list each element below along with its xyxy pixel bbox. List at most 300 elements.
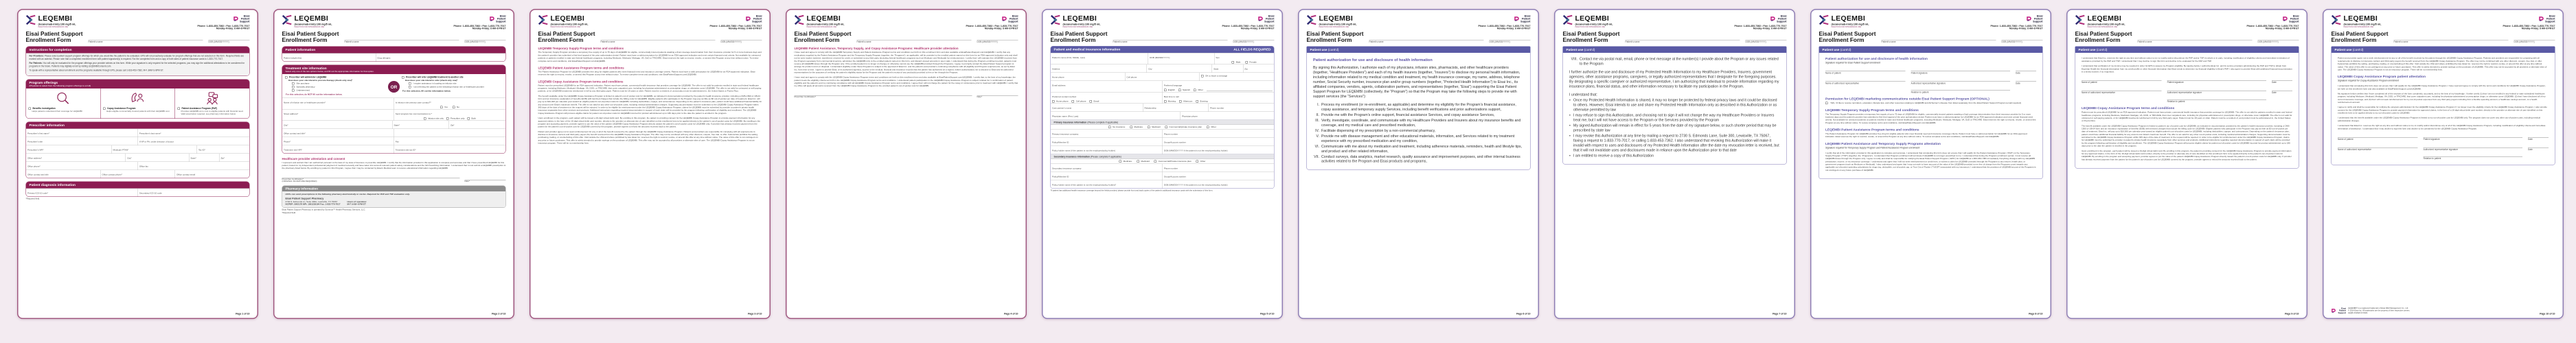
patient-name-field[interactable] bbox=[2137, 40, 2252, 44]
field[interactable]: Treatment site NPI* bbox=[284, 148, 302, 152]
field[interactable]: DOB (MM/DD/YYYY) bbox=[1148, 54, 1214, 64]
field[interactable]: Primary insurance company bbox=[1052, 133, 1079, 136]
field: Best time to call Morning Afternoon Evening bbox=[1162, 93, 1274, 104]
hcp-programs-attestation-p1: I have read and agree to comply with the LEQEMBI Temporary Supply and Patient Assistance Program terms and conditions set forth on this enrollment form and also available at EisaiPatientSupport.com/LEQEMBI. I certify that any medications supplied by the Patient Assistance Program and the Temporary Supply Program (together, the “Programs”), as applicable, will be provided to the enrolled patient named on this form for an FDA-approved indication only and shall not be sold, traded, bartered, transferred, returned for credit, or submitted to any third party (including federal healthcare programs such as Medicare and Medicaid) for reimbursement. I certify that I will maintain free LEQEMBI received from the Program separately from commercial inventory, administer the LEQEMBI only to the enrolled patient named on this form, and discard unused amounts in open vials. I understand that during the Program enrollment period, patients must receive all LEQEMBI doses through the Program only. If the enrolled patient is no longer on therapy or otherwise cannot use the LEQEMBI provided through the Programs, I agree to promptly contact the Eisai Patient Support program to arrange for product return or disposal. I understand eligibility under these Programs is subject to the approval of Eisai Inc. and the patient’s and provider’s continuing compliance with all eligibility and Program requirements, as set by Eisai Inc. from time to time. I agree to provide Eisai, or its authorized agent(s), access to the medical, financial and insurance records that this patient has authorized (in a signed, written authorization) me to disclose to Eisai and its authorized representatives for the purposes of verifying the patient’s eligibility status for the Program and the patient’s receipt of any product(s) provided to him or her through the Program. bbox=[794, 51, 1018, 74]
field[interactable]: Treatment site tax ID* bbox=[394, 145, 505, 154]
field[interactable]: City* bbox=[284, 123, 288, 127]
dob-field[interactable] bbox=[1490, 40, 1531, 44]
dob-field[interactable] bbox=[1746, 40, 1787, 44]
understand-bullets: • Once my Protected Health Information is shared, it may no longer be protected by federal privacy laws and it could be disclosed to others. However, Eisai intends to use and share my Protected Health Information only as described in this Authorization or as otherwise permitted by law • I may refuse to sign this Authorization, and choosing not to sign it will not change the way my Healthcare Providers or Insurers treat me, but I will not have access to the Program or the Services provided by the Program • My signed Authorization will remain in effect for 5 years from the date of my signature below, or such shorter period that may be prescribed by state law • I may revoke this Authorization at any time by mailing a request to 2730 S. Edmonds Lane, Suite 300, Lewisville, TX 75067, faxing a request to 1-833-770-7017, or calling 1-833-453-7362. I also understand that revoking this Authorization will make it invalid with respect to uses and disclosures of my Protected Health Information after the date my revocation letter is received, but that it will not invalidate uses and disclosures made in reliance upon the Authorization prior to that date • I am entitled to receive a copy of this Authorization bbox=[1569, 98, 1779, 158]
checkbox[interactable] bbox=[1201, 75, 1204, 78]
patient-name-label: Patient’s name bbox=[88, 40, 103, 44]
patient-signature-field[interactable]: Patient signature bbox=[2167, 81, 2184, 84]
eps-line-1: Eisai bbox=[2549, 14, 2555, 18]
eisai-patient-support-logo bbox=[233, 15, 250, 23]
field[interactable]: Phone number bbox=[1162, 130, 1274, 138]
checkbox[interactable] bbox=[453, 106, 455, 108]
field[interactable]: Office contact email bbox=[175, 170, 250, 178]
patient-name-field[interactable] bbox=[600, 40, 715, 44]
field[interactable]: Prescriber’s last name* bbox=[137, 129, 249, 137]
checkbox[interactable] bbox=[1164, 89, 1167, 92]
field[interactable]: Physician phone bbox=[1181, 112, 1274, 120]
eisai-patient-support-logo bbox=[1002, 15, 1018, 23]
rep-signature-field[interactable]: Authorized representative signature bbox=[2167, 91, 2202, 95]
copay-terms-p4: Patient and provider agree not to seek reimbursement for any or all of the benefit received by the patient through the LEQEMBI Copay Assistance Program. Patients and providers are responsible for complying with all requirements to disclose to insurance carriers and third-party payers the benefit received from the LEQEMBI Copay Assistance Program. The offer may not be combined with any other discount, coupon, free trial, or offer. Federal law prohibits the selling, purchasing, trading, or counterfeiting of this offer. Void outside the USA and where prohibited by law. Eisai Inc. reserves the right to rescind, revoke, or amend this offer at any time without notice. The value of this offer is not contingent on any prior or future purchases. This offer is solely intended to provide savings on the purchase of LEQEMBI. This offer may not be accepted by all providers or alternate sites of care. The LEQEMBI Copay Assistance Program is not an insurance program. There will be no membership fees. bbox=[2338, 57, 2547, 71]
field[interactable]: State* bbox=[189, 154, 219, 162]
patient-name-label: Patient’s name bbox=[856, 40, 871, 44]
checkbox[interactable] bbox=[446, 117, 449, 120]
eps-line-1: Eisai bbox=[2292, 14, 2299, 18]
brand-note: INJECTION FOR INTRAVENOUS USE bbox=[1062, 26, 1093, 28]
field[interactable]: Address bbox=[1052, 68, 1060, 71]
eps-line-3: Support bbox=[1264, 19, 1275, 23]
field[interactable]: State bbox=[1212, 64, 1243, 73]
brand-name: LEQEMBI bbox=[38, 14, 73, 23]
eps-line-1: Eisai bbox=[1524, 14, 1531, 18]
dob-label: DOB (MM/DD/YYYY) bbox=[2257, 40, 2279, 44]
form-title: Eisai Patient Support Enrollment Form bbox=[1050, 30, 1108, 43]
section-title: Patient diagnosis information bbox=[26, 182, 249, 189]
date-field[interactable]: Date bbox=[2272, 91, 2277, 95]
form-page-1 bbox=[17, 9, 258, 319]
field[interactable]: Phone* bbox=[284, 140, 291, 143]
dob-label: DOB (MM/DD/YYYY) bbox=[1233, 40, 1254, 44]
pap-terms-body: The Patient Assistance Program for LEQEMBI provides free drug for eligible patients who meet financial need and insurance coverage criteria. Patient must have a valid prescription for LEQEMBI for an FDA-approved indication. Eisai reserves the right to rescind, revoke, or amend this Program at any time without notice. To review complete terms and conditions, visit EisaiPatientSupport.com/LEQEMBI. bbox=[538, 70, 755, 76]
field[interactable]: Zip* bbox=[449, 121, 506, 129]
option: I am referring the patient to the following infusion site or healthcare provider bbox=[413, 86, 484, 88]
patient-name-sign-field[interactable]: Name of patient bbox=[1825, 72, 1841, 75]
rep-signature-field[interactable]: Authorized representative signature bbox=[1911, 82, 1946, 85]
phone-fax-line: Phone: 1-833-453-7382 • Fax: 1-833-770-7017 bbox=[709, 24, 762, 27]
field[interactable]: City* bbox=[126, 154, 189, 162]
copay-terms-title: LEQEMBI Copay Assistance Program terms and conditions bbox=[538, 80, 624, 84]
eps-p-icon bbox=[2332, 309, 2336, 314]
rep-signature-field[interactable]: Authorized representative signature bbox=[2423, 148, 2459, 151]
checkbox[interactable] bbox=[1165, 126, 1167, 129]
leqembi-chevron-icon bbox=[1307, 15, 1317, 25]
page-number: Page 6 of 10 bbox=[1516, 313, 1531, 316]
hours-line: Monday–Friday: 8 AM–8 PM ET bbox=[216, 27, 250, 30]
dob-field[interactable] bbox=[209, 40, 250, 44]
date-field[interactable]: Date bbox=[2272, 81, 2277, 84]
brand-name: LEQEMBI bbox=[1319, 14, 1354, 23]
or-badge: OR bbox=[388, 81, 400, 93]
field[interactable]: Group/Account number bbox=[1162, 138, 1274, 146]
brand-generic-name: (lecanemab-irmb) 100 mg/5 mL bbox=[38, 23, 76, 26]
authorization-title: Patient authorization for use and disclosure of health information bbox=[1825, 57, 1928, 61]
offering-label: Patient Assistance Program (PAP) bbox=[181, 107, 218, 110]
brand-generic-name: (lecanemab-irmb) 100 mg/5 mL bbox=[550, 23, 589, 26]
form-title: Eisai Patient Support Enrollment Form bbox=[538, 30, 595, 43]
required-field-note: *Required field. bbox=[25, 198, 41, 200]
offering-pap bbox=[175, 88, 250, 118]
field[interactable]: Patient’s name (First, Middle, Last) bbox=[1052, 56, 1085, 60]
patient-name-label: Patient’s name bbox=[600, 40, 615, 44]
field[interactable]: Office contact phone* bbox=[100, 170, 175, 178]
patient-signature-field[interactable]: Patient signature bbox=[1911, 72, 1928, 75]
checkbox[interactable] bbox=[440, 106, 443, 108]
pap-tsp-attestation-title: LEQEMBI Patient Assistance and Temporary Supply Programs attestation bbox=[1825, 141, 1941, 146]
page-header bbox=[538, 15, 762, 44]
patient-name-sign-field[interactable]: Name of patient bbox=[2338, 138, 2353, 141]
field[interactable]: Secondary insurance company bbox=[1052, 167, 1082, 170]
option-question: How does your site intend to procure therapy (check only one)* bbox=[288, 79, 353, 82]
eps-line-3: Support bbox=[1008, 19, 1018, 23]
brand-generic-name: (lecanemab-irmb) 100 mg/5 mL bbox=[1319, 23, 1357, 26]
checkbox[interactable] bbox=[1245, 61, 1248, 64]
checkbox[interactable] bbox=[409, 82, 411, 85]
field[interactable]: Office contact and title* bbox=[284, 132, 306, 135]
checkbox[interactable] bbox=[402, 76, 404, 79]
tsp-terms-body: The Temporary Supply Program provides a temporary free supply of up to 75 days of LEQEMBI for eligible, commercially insured patients awaiting a final coverage determination from their insurance provider for 5 or more business days and the patient’s provider has submitted a first-level appeal of the prior authorization denial. Patient must have a valid prescription for LEQEMBI for an FDA-approved indication and meet certain financial need criteria. Not available for uninsured patients or patients enrolled in state and federal healthcare programs, including Medicare, Medicaid, Medigap, VA, DoD or TRICARE. Eisai reserves the right to rescind, revoke, or amend this Program at any time without notice. To review complete terms and conditions, visit EisaiPatientSupport.com/LEQEMBI. bbox=[1825, 113, 2036, 124]
phone-fax-line: Phone: 1-833-453-7382 • Fax: 1-833-770-7017 bbox=[1222, 24, 1275, 27]
hcp-programs-attestation-title: LEQEMBI Patient Assistance, Temporary Supply, and Copay Assistance Programs: Healthcare provider attestation bbox=[794, 47, 959, 51]
leqembi-logo bbox=[1051, 15, 1101, 28]
patient-use-section bbox=[1307, 47, 1531, 170]
dob-label: DOB (MM/DD/YYYY) bbox=[208, 40, 229, 44]
patient-name-field[interactable] bbox=[2393, 40, 2508, 44]
hcp-attestation-title: Healthcare provider attestation and consent bbox=[282, 156, 345, 161]
eps-line-1: Eisai bbox=[243, 14, 250, 18]
field: Sex Male Female bbox=[1214, 54, 1274, 64]
field[interactable]: Medicare PTAN* bbox=[111, 145, 197, 154]
leqembi-chevron-icon bbox=[2332, 15, 2342, 25]
form-page-9 bbox=[2066, 9, 2307, 319]
page-number: Page 3 of 10 bbox=[748, 313, 762, 316]
authorization-list: I. Process my enrollment (or re-enrollment, as applicable) and determine my eligibility for the Program’s financial assistance, copay assistance, and temporary supply Services, including benefit verifications and prior authorizations support, II. Provide me with the Program’s online support, financial assistance Services, and copay assistance Services, III. Verify, investigate, coordinate, and communicate with my Healthcare Providers and Insurers about my insurance benefits and coverage, and my medical care and prescribed medication, IV. Facilitate dispensing of my prescription by a non-commercial pharmacy, V. Provide me with disease management and other educational materials, information, and Services related to my treatment experience with my prescribed medication and my condition, VI. Communicate with me about my medication and treatment, including adherence materials, reminders, health and lifestyle tips, and product and other related information, VII. Conduct surveys, data analytics, market research, quality assurance and improvement purposes, and other internal business activities related to the Program and Eisai products and programs, bbox=[1314, 102, 1523, 164]
offering-desc: Provides LEQEMBI at no cost to eligible patients with financial need. Valid prescription required, see pharmacy information below bbox=[181, 110, 244, 115]
date-field[interactable]: Date bbox=[2016, 72, 2020, 75]
hours-line: Monday–Friday: 8 AM–8 PM ET bbox=[2521, 27, 2555, 30]
relation-field[interactable]: Relation to patient bbox=[1911, 91, 1929, 94]
eps-line-1: Eisai bbox=[1780, 14, 1787, 18]
field[interactable]: Fax bbox=[394, 137, 505, 145]
brand-note: INJECTION FOR INTRAVENOUS USE bbox=[38, 26, 69, 28]
option-label: Prescriber will administer LEQEMBI bbox=[289, 76, 327, 79]
required-field-note: *Required field. bbox=[282, 211, 297, 214]
dob-field[interactable] bbox=[977, 40, 1018, 44]
field[interactable]: Secondary ICD-10 code bbox=[137, 189, 249, 197]
leqembi-chevron-icon bbox=[2075, 15, 2086, 25]
option: Site purchase bbox=[296, 82, 310, 85]
dob-label: DOB (MM/DD/YYYY) bbox=[977, 40, 998, 44]
date-field[interactable]: Date bbox=[2016, 82, 2020, 85]
page-footer bbox=[2332, 307, 2410, 315]
brand-generic-name: (lecanemab-irmb) 100 mg/5 mL bbox=[1062, 23, 1101, 26]
checkbox[interactable] bbox=[1130, 126, 1132, 129]
field[interactable]: Phone number bbox=[1162, 164, 1274, 172]
checkbox[interactable] bbox=[1137, 161, 1139, 163]
field: OK to leave a message bbox=[1200, 73, 1275, 81]
eps-line-2: Patient bbox=[2290, 16, 2299, 21]
eps-line-3: Support bbox=[2033, 19, 2043, 23]
eps-line-1: Eisai bbox=[1012, 14, 1018, 18]
checkbox[interactable] bbox=[29, 107, 32, 110]
section-title: Patient use (cont’d) bbox=[2075, 47, 2299, 54]
eps-line-2: Patient bbox=[753, 16, 762, 21]
checkbox[interactable] bbox=[1052, 100, 1055, 103]
field[interactable]: Street address* bbox=[284, 113, 299, 115]
eps-line-1: Eisai bbox=[499, 14, 506, 18]
leqembi-logo bbox=[2075, 15, 2125, 28]
section-title: Patient use (cont’d) bbox=[2332, 47, 2555, 54]
phone-fax-line: Phone: 1-833-453-7382 • Fax: 1-833-770-7017 bbox=[2246, 24, 2299, 27]
leqembi-chevron-icon bbox=[538, 15, 549, 25]
page-number: Page 7 of 10 bbox=[1773, 313, 1787, 316]
brand-note: INJECTION FOR INTRAVENOUS USE bbox=[294, 26, 325, 28]
form-title: Eisai Patient Support Enrollment Form bbox=[1562, 30, 1620, 43]
hours-line: Monday–Friday: 8 AM–8 PM ET bbox=[1753, 27, 1787, 30]
form-page-2 bbox=[273, 9, 514, 319]
dob-field[interactable] bbox=[465, 40, 506, 44]
eps-p-icon bbox=[1002, 16, 1007, 21]
patient-name-field[interactable] bbox=[1369, 40, 1483, 44]
field[interactable]: Physician name (First, Last) bbox=[1052, 115, 1079, 118]
patient-signature-field[interactable]: Patient signature bbox=[2423, 138, 2440, 141]
page-number: Page 2 of 10 bbox=[492, 313, 506, 316]
copay-attestation-p1: I understand that completing this form does not ensure that I will qualify for the LEQEMBI Copay Assistance Program. I have read and agree to comply with the terms and conditions for LEQEMBI Copay Assistance Program, set forth on this enrollment form and also available at EisaiPatientSupport.com/LEQEMBI. bbox=[2338, 84, 2546, 91]
field: Preferred language English Spanish Other bbox=[1162, 81, 1274, 92]
field[interactable]: Office contact and title bbox=[27, 173, 49, 176]
brand-note: INJECTION FOR INTRAVENOUS USE bbox=[1831, 26, 1862, 28]
checkbox[interactable] bbox=[1164, 100, 1167, 103]
dob-field[interactable] bbox=[721, 40, 762, 44]
checkbox[interactable] bbox=[1232, 61, 1235, 64]
patient-name-sign-field[interactable]: Name of patient bbox=[2082, 81, 2097, 84]
brand-generic-name: (lecanemab-irmb) 100 mg/5 mL bbox=[2343, 23, 2382, 26]
field[interactable]: City bbox=[1147, 64, 1212, 73]
checkbox[interactable] bbox=[1207, 126, 1209, 129]
checkbox[interactable] bbox=[1825, 102, 1828, 105]
rep-name-field[interactable]: Name of authorized representative bbox=[2082, 91, 2116, 95]
brand-name: LEQEMBI bbox=[1575, 14, 1610, 23]
field[interactable]: Name of infusion site or healthcare provider* bbox=[284, 101, 326, 104]
checkbox[interactable] bbox=[1119, 161, 1122, 163]
copay-terms-p2: The benefit available under the LEQEMBI Copay Assistance Program is limited to patient’s out of pocket cost for LEQEMBI, as indicated in documentation provided by the patient’s health insurance provider, including a CMS-1500 or UB-04 form and an insurance explanation of benefits (EOB) with itemized charges that include the billing code for LEQEMBI. Eligible patients who participate in the Program may pay as little as $0 out-of-pocket per date of treatment. Eisai Inc. will pay up to $10,000 per calendar year toward an eligible patient’s out-of-pocket costs for LEQEMBI, including deductibles, copays, and coinsurances. Depending on the patient’s insurance plan, patient could have additional financial liability for any amount over Eisai’s maximum benefit. The offer is not valid for any other out-of-pocket costs, including medical administration charges. Supporting documentation must be submitted to the LEQEMBI Copay Assistance Program within 365 days of the date of treatment or the request will be rejected. In order to be eligible for reimbursement under the LEQEMBI Copay Assistance Program, claims for LEQEMBI must be submitted by provider to patient’s private health insurance separately from other services and products. Additional instructions regarding required documentation in support of each claim will be provided by the program following confirmation of eligibility and enrollment. The LEQEMBI Copay Assistance Program will process eligible claims for patient out-of-pocket costs for LEQEMBI incurred for product administered up to 180 days prior to the date the patient is enrolled in the program. bbox=[2082, 124, 2290, 147]
people-chat-icon bbox=[205, 91, 220, 106]
section-title: Patient use (cont’d) bbox=[1819, 47, 2043, 54]
leqembi-logo bbox=[1563, 15, 1613, 28]
field[interactable]: Patient weight (lbs) bbox=[284, 57, 302, 60]
patient-name-field[interactable] bbox=[88, 40, 203, 44]
checkbox[interactable] bbox=[1108, 126, 1111, 129]
checkbox[interactable] bbox=[285, 76, 288, 79]
field[interactable]: Office address* bbox=[27, 156, 43, 160]
field[interactable]: Prescriber’s NPI* bbox=[27, 148, 44, 152]
checkbox[interactable] bbox=[292, 89, 295, 92]
patient-insurance-section bbox=[1051, 46, 1275, 189]
section-title: Patient use (cont’d) bbox=[1307, 47, 1531, 54]
checkbox[interactable] bbox=[292, 86, 295, 88]
additional-insurance-note: *If patient has additional health insurance coverage beyond the fields provided, please provide front and back copies of the patient’s additional insurance cards with the submission of this form. bbox=[1050, 189, 1213, 192]
field[interactable]: If NP or PA, under direction of doctor bbox=[137, 137, 249, 145]
eps-line-2: Patient bbox=[1521, 16, 1531, 21]
selection-note: For this selection, fill out the information below. bbox=[402, 89, 451, 93]
section-title: Treatment site information Select only one of the two options below, and fill out the appropriate information for that option. bbox=[282, 65, 505, 74]
eps-line-3: Support bbox=[496, 19, 506, 23]
page-header bbox=[1051, 15, 1275, 44]
eps-p-icon bbox=[1258, 16, 1264, 21]
rep-name-field[interactable]: Name of authorized representative bbox=[2338, 148, 2372, 151]
patient-name-field[interactable] bbox=[344, 40, 459, 44]
hours-line: Monday–Friday: 8 AM–8 PM ET bbox=[472, 27, 506, 30]
field[interactable] bbox=[394, 129, 505, 137]
brand-name: LEQEMBI bbox=[1831, 14, 1866, 23]
checkbox[interactable] bbox=[292, 82, 295, 85]
patient-use-section bbox=[1819, 47, 2043, 179]
prescriber-signature-field[interactable]: Prescriber Certification* (ORIGINAL SIGNATURE REQUIRED) bbox=[282, 178, 317, 182]
field[interactable]: Email address bbox=[1052, 84, 1066, 87]
dob-field[interactable] bbox=[1233, 40, 1275, 44]
patient-name-field[interactable] bbox=[1113, 40, 1227, 44]
eps-line-1: Eisai bbox=[755, 14, 762, 18]
leqembi-logo bbox=[26, 15, 76, 28]
brand-name: LEQEMBI bbox=[294, 14, 329, 23]
leqembi-chevron-icon bbox=[26, 15, 36, 25]
field[interactable]: Office phone* bbox=[27, 165, 41, 168]
diagnosis-section bbox=[26, 181, 250, 197]
field[interactable]: Phone number bbox=[1209, 104, 1275, 112]
eps-line-2: Patient bbox=[1265, 16, 1275, 21]
field[interactable]: Office fax bbox=[137, 162, 249, 170]
section-title: Pharmacy information bbox=[282, 186, 505, 191]
relation-field[interactable]: Relation to patient bbox=[2167, 100, 2185, 104]
patient-name-field[interactable] bbox=[1881, 40, 1996, 44]
field[interactable]: Zip* bbox=[219, 154, 249, 162]
eisai-patient-support-logo bbox=[1258, 15, 1275, 23]
field[interactable]: Home phone bbox=[1052, 76, 1064, 79]
field[interactable]: Policy/Member ID bbox=[1052, 141, 1069, 144]
eps-line-3: Support bbox=[752, 19, 762, 23]
field[interactable]: Policy holder name (if the patient is not the employee/policy holder) bbox=[1052, 150, 1116, 152]
magnifier-icon bbox=[56, 91, 71, 106]
field[interactable]: Policy/Member ID bbox=[1052, 176, 1069, 178]
checkbox[interactable] bbox=[1178, 89, 1181, 92]
checkbox[interactable] bbox=[178, 107, 181, 110]
eisai-patient-support-logo bbox=[490, 15, 506, 23]
date-field[interactable]: Date* bbox=[977, 95, 983, 98]
checkbox[interactable] bbox=[468, 117, 470, 120]
checkbox[interactable] bbox=[1196, 100, 1198, 103]
eps-line-3: Support bbox=[240, 19, 250, 23]
field[interactable]: Prescriber’s first name* bbox=[27, 132, 50, 135]
eps-line-2: Patient bbox=[497, 16, 506, 21]
checkbox[interactable] bbox=[1179, 100, 1182, 103]
field[interactable]: DOB (MM/DD/YYYY if the patient is not the employee/policy holder) bbox=[1162, 180, 1274, 189]
pharmacy-operator-note: Eisai Patient Support Pharmacy is operated by Sonexus™ Health Pharmacy Services, LLC. bbox=[282, 209, 366, 211]
checkbox[interactable] bbox=[1196, 161, 1199, 163]
field[interactable]: Tax ID* bbox=[197, 145, 250, 154]
patient-use-section bbox=[2332, 47, 2555, 165]
signature-note: Signature required for Temporary Supply Program and Patient Assistance Program enrollment bbox=[1825, 146, 1920, 150]
field[interactable]: Prescriber’s title bbox=[27, 140, 43, 143]
eps-line-2: Patient bbox=[240, 16, 250, 21]
phone-agent-icon bbox=[130, 91, 146, 106]
list-marker: VIII. bbox=[1571, 57, 1577, 62]
eisai-patient-support-logo bbox=[2027, 15, 2043, 23]
checkbox[interactable] bbox=[103, 107, 106, 110]
list-item: Contact me via postal mail, email, phone or text message at the number(s) I provide about the Program or any issues related to the Program bbox=[1580, 57, 1779, 67]
field[interactable]: Drug allergies bbox=[376, 54, 505, 62]
phone-fax-line: Phone: 1-833-453-7382 • Fax: 1-833-770-7017 bbox=[2503, 24, 2555, 27]
field[interactable]: DOB (MM/DD/YYYY if the patient is not the employee/policy holder) bbox=[1162, 146, 1274, 154]
copay-attestation-p5: I understand that Eisai Inc. reserves the right at any time and without notice to me to modify and/or discontinue any or all of the LEQEMBI Copay Assistance Program, including modification of eligibility criteria and immediate termination of assistance. I understand that I may decline to sign this form and decline to be considered for the LEQEMBI Copay Assistance Program. bbox=[2338, 124, 2546, 130]
prescriber-signature-field[interactable]: Prescriber Certification* bbox=[794, 95, 817, 98]
eps-p-icon bbox=[2027, 16, 2032, 21]
form-title: Eisai Patient Support Enrollment Form bbox=[25, 30, 83, 43]
patient-name-field[interactable] bbox=[1625, 40, 1740, 44]
page-header bbox=[2075, 15, 2299, 44]
form-page-3 bbox=[529, 9, 771, 319]
checkbox[interactable] bbox=[1072, 100, 1075, 103]
checkbox[interactable] bbox=[1194, 89, 1196, 92]
brand-note: INJECTION FOR INTRAVENOUS USE bbox=[1575, 26, 1606, 28]
field[interactable]: Group/Account number bbox=[1162, 172, 1274, 180]
pharmacy-name: Eisai Patient Support Pharmacy bbox=[285, 196, 324, 200]
patient-name-label: Patient’s name bbox=[2137, 40, 2152, 44]
dob-field[interactable] bbox=[2258, 40, 2299, 44]
signature-note: Signature required for Copay Assistance Program enrollment bbox=[2338, 80, 2399, 82]
prescriber-info-section bbox=[26, 121, 250, 178]
form-page-7 bbox=[1554, 9, 1795, 319]
patient-name-field[interactable] bbox=[856, 40, 971, 44]
field[interactable]: Cell phone bbox=[1125, 73, 1200, 81]
pap-tsp-attestation-body: I certify that all of the information provided in this application is complete and accurate. I understand that completing this form does not ensure that I will qualify for the Patient Assistance Program (“PAP”) or the Temporary Supply Program (“TSP”) (together, the “Programs”). I understand that Program enrollment will terminate if LEQEMBI is no longer prescribed to me. I understand that during the Program enrollment period, I must receive all LEQEMBI doses through the Program only. I agree to notify and shall be responsible for notifying the Eisai Patient Support Program (“EPS”) for LEQEMBI at 1-833-453-7382 immediately if anything changes with my LEQEMBI prescription, income, or my insurance coverage. I understand and agree that I will not seek reimbursement or credit from, or submit a claim for LEQEMBI provided through the Programs to any insurer, health plan, or government program (such as Medicare or Medicaid). I also understand and agree that I may not seek to have any part of the value of the LEQEMBI provided to me free of charge from the Programs count towards any applicable out-of-pocket spending calculations for drugs (eg, deductible, out-of-pocket cap, or True Out of Pocket (“TrOOP”) associated with my insurance). I understand that the provision of LEQEMBI as part of the Programs is not contingent on any future purchase of LEQEMBI. bbox=[1825, 152, 2036, 172]
dob-field[interactable] bbox=[2514, 40, 2555, 44]
instructions-patients: For Patients: You will only be evaluated for the program offerings your provider selects on this form. While your signature is only required for the selected programs, you may sign the additional attestations to be considered for programs in the future. Patients may digitally enroll by visiting LEQEMBIConsent.com. bbox=[29, 62, 245, 68]
page-number: Page 10 of 10 bbox=[2540, 313, 2555, 316]
dob-label: DOB (MM/DD/YYYY) bbox=[1489, 40, 1510, 44]
pharmacy-section bbox=[282, 185, 506, 208]
checkbox[interactable] bbox=[1090, 100, 1093, 103]
date-field[interactable]: Date bbox=[2528, 148, 2533, 151]
leqembi-chevron-icon bbox=[1819, 15, 1830, 25]
field[interactable]: State* bbox=[392, 121, 449, 129]
eisai-patient-support-logo bbox=[2539, 15, 2555, 23]
checkbox[interactable] bbox=[1148, 126, 1150, 129]
page-number: Page 4 of 10 bbox=[1004, 313, 1018, 316]
copay-attestation-p2: My signature below certifies that I have completed all of the sections of the form completely, accurately, and to the best of my knowledge. I further certify (1) that I am not enrolled in any federal or state subsidized healthcare program, including Medicare, Medicaid, Medigap, VA, DOD, or TRICARE, that cover outpatient care, including for physician-administered or prescription drugs, or otherwise cover LEQEMBI; (2) that I have disclosed all of my current insurance coverage; and (3) that I will not seek reimbursement for my out-of-pocket expenses from any third party payers including from a flexible spending account, a healthcare savings account, or a health reimbursement account. bbox=[2338, 92, 2546, 104]
page-number: Page 9 of 10 bbox=[2285, 313, 2299, 316]
secondary-insurance-options: Medicare Medicaid Commercial/Private insurance plan Other bbox=[1051, 159, 1274, 164]
field[interactable]: Primary ICD-10 code* bbox=[27, 191, 49, 195]
relation-field[interactable]: Relation to patient bbox=[2423, 157, 2441, 160]
field[interactable]: Care partner’s name bbox=[1052, 107, 1072, 110]
brand-note: INJECTION FOR INTRAVENOUS USE bbox=[550, 26, 581, 28]
field[interactable]: Relationship bbox=[1143, 104, 1209, 112]
form-title: Eisai Patient Support Enrollment Form bbox=[1306, 30, 1364, 43]
dob-label: DOB (MM/DD/YYYY) bbox=[1745, 40, 1766, 44]
patient-use-section bbox=[1563, 47, 1787, 165]
field[interactable]: Policy holder name (if the patient is not the employee/policy holder)* bbox=[1052, 184, 1117, 187]
option-label: Prescriber will refer LEQEMBI treatment to another site bbox=[406, 76, 464, 79]
copay-terms-p1: Patient must be prescribed LEQEMBI for an FDA-approved indication. Patient must have private, commercial health insurance that provides coverage for LEQEMBI. The offer is not valid for patients enrolled in state and federal healthcare programs, including Medicare, Medicaid, Medigap, VA, DOD, or TRICARE, that cover outpatient care, including for physician-administered or prescription drugs, or otherwise cover LEQEMBI. The offer is not valid for uninsured or self-paying patients, or for LEQEMBI treatments reimbursed in full by any third-party payer. Patient must be 18 years or older. Patient must be a resident of, and product must be administered in, the United States or Puerto Rico. bbox=[2082, 111, 2292, 123]
leqembi-logo bbox=[282, 15, 332, 28]
rep-name-field[interactable]: Name of authorized representative bbox=[1825, 82, 1860, 85]
checkbox[interactable] bbox=[424, 117, 426, 120]
eps-line-1: Eisai bbox=[2036, 14, 2043, 18]
checkbox[interactable] bbox=[409, 86, 411, 88]
pharmacy-note: HCPs can send prescriptions to the following pharmacy electronically or via fax. Required for PAP and TSP evaluation only. bbox=[285, 193, 410, 196]
dob-field[interactable] bbox=[2002, 40, 2043, 44]
date-field[interactable]: Date bbox=[2528, 138, 2533, 141]
field: Is infusion site primary case contact?* Yes No bbox=[394, 98, 505, 109]
leqembi-chevron-icon bbox=[1051, 15, 1061, 25]
eps-p-icon bbox=[233, 16, 239, 21]
field[interactable]: Zip bbox=[1243, 64, 1274, 73]
checkbox[interactable] bbox=[1154, 161, 1157, 163]
date-field[interactable]: Date* bbox=[464, 180, 470, 182]
